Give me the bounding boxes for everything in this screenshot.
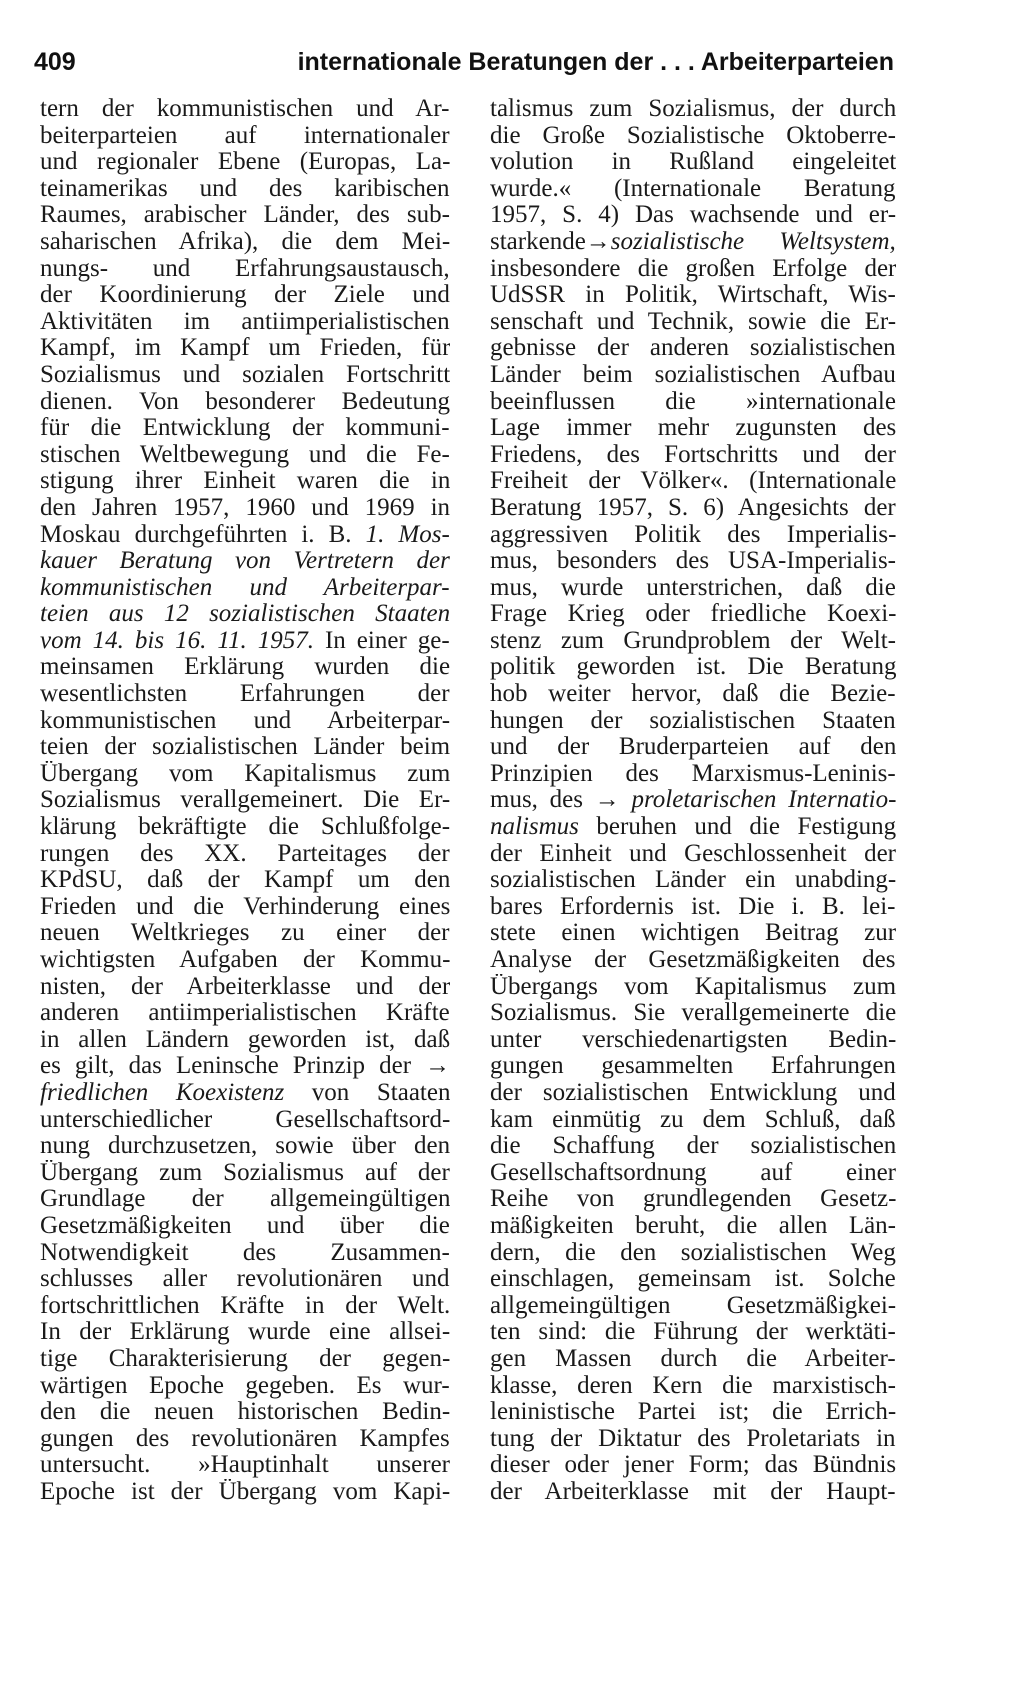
text-run: Frage Krieg oder friedliche Koexi- <box>490 601 896 628</box>
text-line <box>40 256 450 283</box>
text-run: rungen des XX. Parteitages der <box>40 840 450 867</box>
text-run: beruhen und die Festigung <box>578 814 896 841</box>
text-run: dern, die den sozialistischen Weg <box>490 1239 896 1266</box>
text-line <box>490 548 896 575</box>
text-run: Freiheit der Völker«. (Internationale <box>490 468 896 495</box>
text-run: schlusses aller revolutionären und <box>40 1266 450 1293</box>
text-line <box>490 974 896 1001</box>
text-line <box>490 1426 896 1453</box>
text-run: In der Erklärung wurde eine allsei- <box>40 1319 450 1346</box>
text-run: starkende→ <box>490 228 611 255</box>
text-run: mus, des → <box>490 787 632 814</box>
text-line <box>490 1133 896 1160</box>
text-line <box>40 1319 450 1346</box>
text-line <box>490 1373 896 1400</box>
text-line <box>490 654 896 681</box>
text-line <box>490 708 896 735</box>
text-run: talismus zum Sozialismus, der durch <box>490 96 896 122</box>
text-line <box>490 761 896 788</box>
text-run: anderen antiimperialistischen Kräfte <box>40 1000 450 1027</box>
text-run: neuen Weltkrieges zu einer der <box>40 920 450 947</box>
text-run: den Jahren 1957, 1960 und 1969 in <box>40 494 450 521</box>
text-run: klärung bekräftigte die Schlußfolge- <box>40 814 450 841</box>
text-line <box>490 442 896 469</box>
text-line <box>490 1027 896 1054</box>
text-line <box>490 389 896 416</box>
italic-text: proletarischen Internatio- <box>631 787 896 814</box>
text-run: für die Entwicklung der kommuni- <box>40 415 450 442</box>
text-run: Gesellschaftsordnung auf einer <box>490 1159 896 1186</box>
text-run: dieser oder jener Form; das Bündnis <box>490 1452 896 1479</box>
text-run: die Große Sozialistische Oktoberre- <box>490 122 896 149</box>
text-line <box>40 522 450 549</box>
text-run: hungen der sozialistischen Staaten <box>490 707 896 734</box>
text-run: saharischen Afrika), die dem Mei- <box>40 228 450 255</box>
text-run: kommunistischen und Arbeiterpar- <box>40 707 450 734</box>
text-run: Epoche ist der Übergang vom Kapi- <box>40 1478 450 1505</box>
text-line <box>490 1240 896 1267</box>
text-run: stete einen wichtigen Beitrag zur <box>490 920 896 947</box>
text-line <box>490 256 896 283</box>
text-run: volution in Rußland eingeleitet <box>490 149 896 176</box>
text-run: Lage immer mehr zugunsten des <box>490 415 896 442</box>
text-line <box>490 1399 896 1426</box>
text-line <box>40 176 450 203</box>
text-run: Reihe von grundlegenden Gesetz- <box>490 1186 896 1213</box>
text-run: stigung ihrer Einheit waren die in <box>40 468 450 495</box>
text-run: unter verschiedenartigsten Bedin- <box>490 1026 896 1053</box>
text-run: 1957, S. 4) Das wachsende und er- <box>490 202 896 229</box>
text-run: der Arbeiterklasse mit der Haupt- <box>490 1478 896 1505</box>
text-line <box>40 1399 450 1426</box>
text-run: leninistische Partei ist; die Errich- <box>490 1399 896 1426</box>
text-line <box>490 149 896 176</box>
text-run: Übergang zum Sozialismus auf der <box>40 1159 450 1186</box>
text-line <box>490 1213 896 1240</box>
text-run: Analyse der Gesetzmäßigkeiten des <box>490 947 896 973</box>
text-line <box>40 761 450 788</box>
text-run: wärtigen Epoche gegeben. Es wur- <box>40 1372 450 1399</box>
text-run: Übergang vom Kapitalismus zum <box>40 760 450 787</box>
text-line <box>40 974 450 1001</box>
text-line <box>40 1080 450 1107</box>
text-run: wichtigsten Aufgaben der Kommu- <box>40 947 450 973</box>
text-line <box>40 575 450 602</box>
text-run: mus, besonders des USA-Imperialis- <box>490 548 896 575</box>
text-run: Notwendigkeit des Zusammen- <box>40 1239 450 1266</box>
text-line <box>40 708 450 735</box>
text-run: UdSSR in Politik, Wirtschaft, Wis- <box>490 282 896 309</box>
text-run: Friedens, des Fortschritts und der <box>490 441 896 468</box>
text-line <box>490 1107 896 1134</box>
text-line <box>40 335 450 362</box>
text-run: mus, wurde unterstrichen, daß die <box>490 574 896 601</box>
text-line <box>40 814 450 841</box>
text-line <box>490 362 896 389</box>
text-line <box>490 309 896 336</box>
text-line <box>490 575 896 602</box>
text-line <box>40 1186 450 1213</box>
text-line <box>490 1053 896 1080</box>
italic-text: 1. Mos- <box>365 521 450 548</box>
text-line <box>40 1053 450 1080</box>
text-run: Kampf, im Kampf um Frieden, für <box>40 335 450 362</box>
text-run: Beratung 1957, S. 6) Angesichts der <box>490 494 896 521</box>
text-line <box>40 1266 450 1293</box>
text-run: Übergangs vom Kapitalismus zum <box>490 973 896 1000</box>
text-run: beeinflussen die »internationale <box>490 388 896 415</box>
text-run: aggressiven Politik des Imperialis- <box>490 521 896 548</box>
text-line <box>40 894 450 921</box>
text-line <box>40 1107 450 1134</box>
text-line <box>40 1000 450 1027</box>
text-run: wurde.« (Internationale Beratung <box>490 175 896 202</box>
text-run: senschaft und Technik, sowie die Er- <box>490 308 896 335</box>
text-run: es gilt, das Leninsche Prinzip der → <box>40 1053 450 1080</box>
text-line <box>40 1426 450 1453</box>
text-run: teien der sozialistischen Länder beim <box>40 734 450 761</box>
text-run: in allen Ländern geworden ist, daß <box>40 1026 450 1053</box>
text-line <box>40 654 450 681</box>
text-line <box>40 1027 450 1054</box>
text-run: beiterparteien auf internationaler <box>40 122 450 149</box>
text-line <box>40 442 450 469</box>
text-run: Aktivitäten im antiimperialistischen <box>40 308 450 335</box>
italic-text: sozialistische Weltsystem, <box>610 228 896 255</box>
text-line <box>490 734 896 761</box>
text-line <box>40 841 450 868</box>
text-line <box>490 123 896 150</box>
text-line <box>490 894 896 921</box>
running-title: internationale Beratungen der . . . Arbeiterparteien <box>297 48 894 76</box>
text-line <box>490 495 896 522</box>
text-line <box>490 920 896 947</box>
text-line <box>490 1452 896 1479</box>
text-line <box>40 495 450 522</box>
text-line <box>40 548 450 575</box>
text-line <box>40 867 450 894</box>
text-line <box>40 601 450 628</box>
text-run: tige Charakterisierung der gegen- <box>40 1345 450 1372</box>
text-line <box>40 96 450 123</box>
text-line <box>490 522 896 549</box>
text-line <box>40 202 450 229</box>
text-line <box>490 1266 896 1293</box>
text-column-right <box>490 96 896 1505</box>
text-run: meinsamen Erklärung wurden die <box>40 654 450 681</box>
text-run: untersucht. »Hauptinhalt unserer <box>40 1452 450 1479</box>
text-run: dienen. Von besonderer Bedeutung <box>40 388 450 415</box>
text-run: Grundlage der allgemeingültigen <box>40 1186 450 1213</box>
text-column-left <box>40 96 450 1505</box>
text-run: der Einheit und Geschlossenheit der <box>490 840 896 867</box>
text-line <box>40 1213 450 1240</box>
text-run: allgemeingültigen Gesetzmäßigkei- <box>490 1292 896 1319</box>
text-line <box>40 1240 450 1267</box>
text-run: politik geworden ist. Die Beratung <box>490 654 896 681</box>
text-line <box>490 1160 896 1187</box>
text-run: kam einmütig zu dem Schluß, daß <box>490 1106 896 1133</box>
text-line <box>40 149 450 176</box>
text-run: Sozialismus. Sie verallgemeinerte die <box>490 1000 896 1027</box>
text-run: Raumes, arabischer Länder, des sub- <box>40 202 450 229</box>
text-line <box>490 1000 896 1027</box>
text-line <box>40 282 450 309</box>
text-line <box>490 229 896 256</box>
text-line <box>490 814 896 841</box>
text-run: teinamerikas und des karibischen <box>40 175 450 202</box>
text-run: klasse, deren Kern die marxistisch- <box>490 1372 896 1399</box>
text-run: hob weiter hervor, daß die Bezie- <box>490 681 896 708</box>
text-line <box>40 1479 450 1506</box>
text-line <box>40 1373 450 1400</box>
text-run: Sozialismus und sozialen Fortschritt <box>40 361 450 388</box>
text-run: und der Bruderparteien auf den <box>490 734 896 761</box>
text-line <box>490 176 896 203</box>
text-line <box>490 1080 896 1107</box>
text-line <box>40 1293 450 1320</box>
text-line <box>490 468 896 495</box>
text-line <box>40 1133 450 1160</box>
italic-text: vom 14. bis 16. 11. 1957. <box>40 627 314 654</box>
text-run: der sozialistischen Entwicklung und <box>490 1079 896 1106</box>
text-line <box>490 1479 896 1506</box>
text-run: mäßigkeiten beruht, die allen Län- <box>490 1212 896 1239</box>
italic-text: nalismus <box>490 814 579 841</box>
text-line <box>490 202 896 229</box>
text-run: einschlagen, gemeinsam ist. Solche <box>490 1266 896 1293</box>
text-line <box>490 601 896 628</box>
text-run: unterschiedlicher Gesellschaftsord- <box>40 1106 450 1133</box>
text-run: stischen Weltbewegung und die Fe- <box>40 441 450 468</box>
text-run: gen Massen durch die Arbeiter- <box>490 1345 896 1372</box>
text-line <box>490 628 896 655</box>
text-run: nungs- und Erfahrungsaustausch, <box>40 255 450 282</box>
text-run: In einer ge- <box>313 627 450 654</box>
text-run: tung der Diktatur des Proletariats in <box>490 1425 896 1452</box>
text-line <box>490 1186 896 1213</box>
text-run: Länder beim sozialistischen Aufbau <box>490 361 896 388</box>
text-line <box>40 362 450 389</box>
text-line <box>40 681 450 708</box>
text-run: von Staaten <box>284 1079 450 1106</box>
text-run: die Schaffung der sozialistischen <box>490 1133 896 1160</box>
text-line <box>40 468 450 495</box>
text-line <box>490 1293 896 1320</box>
text-line <box>490 947 896 974</box>
italic-text: kommunistischen und Arbeiterpar- <box>40 574 450 601</box>
text-line <box>40 229 450 256</box>
text-run: sozialistischen Länder ein unabding- <box>490 867 896 894</box>
text-run: KPdSU, daß der Kampf um den <box>40 867 450 894</box>
italic-text: kauer Beratung von Vertretern der <box>40 548 450 575</box>
text-line <box>40 389 450 416</box>
text-run: stenz zum Grundproblem der Welt- <box>490 627 896 654</box>
text-run: gungen gesammelten Erfahrungen <box>490 1053 896 1080</box>
text-run: den die neuen historischen Bedin- <box>40 1399 450 1426</box>
text-line <box>490 867 896 894</box>
text-line <box>490 787 896 814</box>
text-run: Frieden und die Verhinderung eines <box>40 893 450 920</box>
text-line <box>40 628 450 655</box>
text-line <box>40 415 450 442</box>
text-run: wesentlichsten Erfahrungen der <box>40 681 450 708</box>
text-run: nisten, der Arbeiterklasse und der <box>40 973 450 1000</box>
page-number: 409 <box>34 48 76 76</box>
text-line <box>40 1452 450 1479</box>
text-line <box>490 335 896 362</box>
text-run: tern der kommunistischen und Ar- <box>40 96 450 122</box>
text-line <box>40 1160 450 1187</box>
text-run: und regionaler Ebene (Europas, La- <box>40 149 450 176</box>
text-line <box>40 734 450 761</box>
text-line <box>40 123 450 150</box>
text-run: Gesetzmäßigkeiten und über die <box>40 1212 450 1239</box>
text-line <box>490 1319 896 1346</box>
text-run: gebnisse der anderen sozialistischen <box>490 335 896 362</box>
text-line <box>490 415 896 442</box>
text-run: ten sind: die Führung der werktäti- <box>490 1319 896 1346</box>
text-line <box>40 947 450 974</box>
text-line <box>490 96 896 123</box>
text-run: insbesondere die großen Erfolge der <box>490 255 896 282</box>
text-run: Sozialismus verallgemeinert. Die Er- <box>40 787 450 814</box>
text-run: Prinzipien des Marxismus-Leninis- <box>490 760 896 787</box>
text-run: gungen des revolutionären Kampfes <box>40 1425 450 1452</box>
text-run: Moskau durchgeführten i. B. <box>40 521 366 548</box>
italic-text: friedlichen Koexistenz <box>40 1079 285 1106</box>
italic-text: teien aus 12 sozialistischen Staaten <box>40 601 450 628</box>
text-line <box>40 787 450 814</box>
text-run: fortschrittlichen Kräfte in der Welt. <box>40 1292 450 1319</box>
text-run: bares Erfordernis ist. Die i. B. lei- <box>490 893 896 920</box>
text-line <box>490 1346 896 1373</box>
text-line <box>490 681 896 708</box>
text-run: nung durchzusetzen, sowie über den <box>40 1133 450 1160</box>
page-header <box>34 42 894 82</box>
text-run: der Koordinierung der Ziele und <box>40 282 450 309</box>
text-line <box>40 1346 450 1373</box>
text-line <box>40 309 450 336</box>
text-line <box>40 920 450 947</box>
text-line <box>490 282 896 309</box>
text-line <box>490 841 896 868</box>
